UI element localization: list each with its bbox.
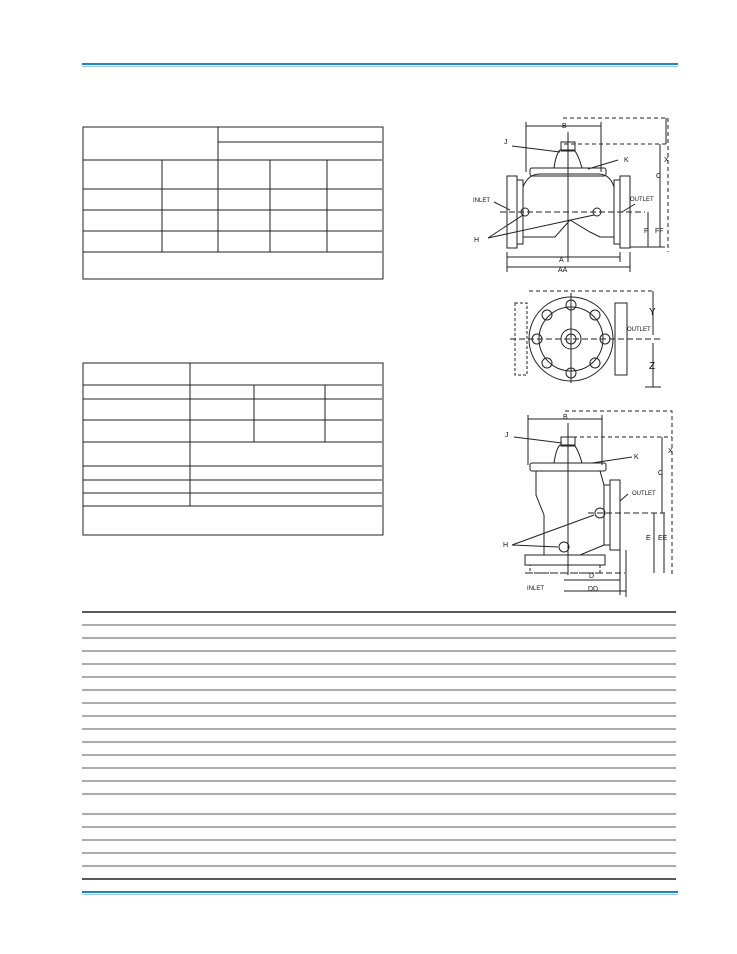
label-ee: EE [658,535,668,542]
label-outlet: OUTLET [632,491,656,497]
label-d: D [589,573,595,580]
label-h: H [474,237,480,244]
label-k: K [634,454,639,461]
label-inlet: INLET [473,198,491,204]
label-j: J [505,432,509,439]
header-rule-light [82,66,678,67]
label-x: X [668,448,673,455]
dimension-table-2 [82,362,385,538]
angle-view-drawing [500,405,680,600]
dimension-table-1 [82,126,385,281]
label-b: B [563,414,568,421]
label-dd: DD [588,586,599,593]
label-outlet: OUTLET [627,327,651,333]
label-f: F [644,228,649,235]
footer-rule [82,891,678,893]
label-k: K [624,157,629,164]
label-outlet: OUTLET [630,197,654,203]
label-ff: FF [655,228,664,235]
side-view-drawing [470,112,675,280]
label-c: C [656,173,662,180]
header-rule [82,63,678,65]
footer-rule-light [82,894,678,895]
label-h: H [503,542,509,549]
label-y: Y [649,307,656,318]
label-b: B [562,123,567,130]
label-inlet: INLET [527,586,545,592]
label-z: Z [649,361,656,372]
label-a: A [559,257,564,264]
label-x: X [664,157,669,164]
label-j: J [504,139,508,146]
label-e: E [646,535,651,542]
label-aa: AA [558,267,568,274]
label-c: C [658,470,664,477]
end-view-drawing [505,283,675,393]
specification-table [82,610,678,882]
